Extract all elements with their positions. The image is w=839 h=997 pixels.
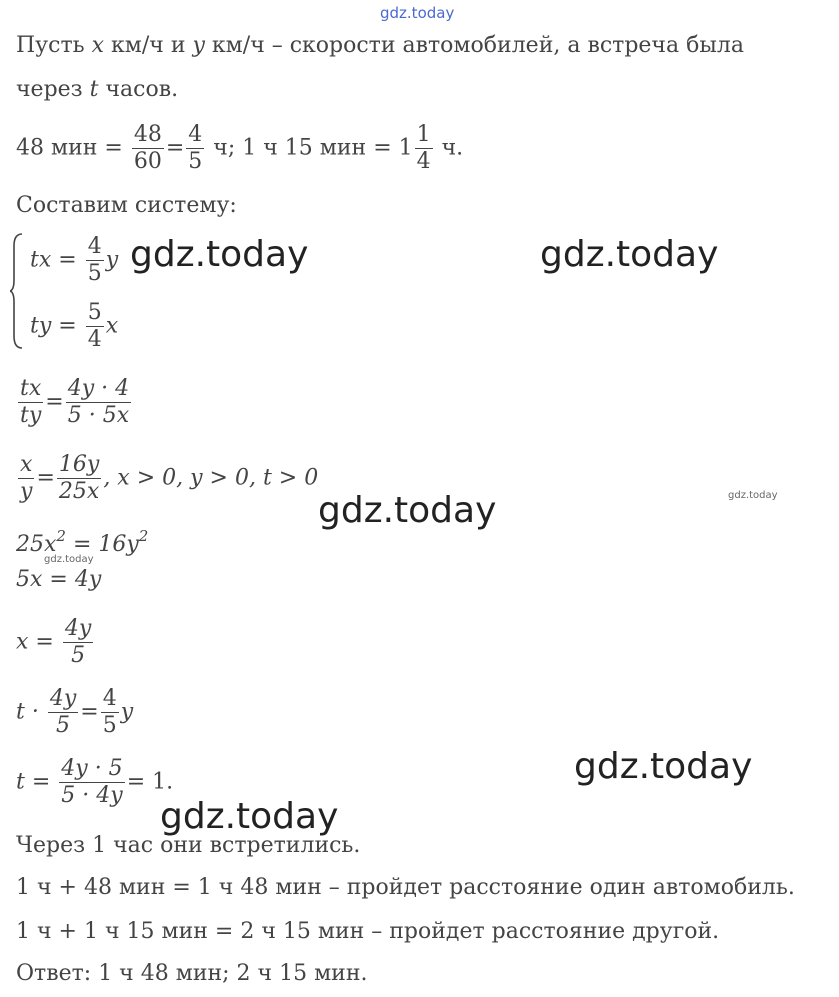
text: x (105, 313, 119, 339)
intro-line-1 (16, 32, 744, 60)
fraction: $\frac{5}{4}$ (87, 300, 102, 352)
system-brace (10, 232, 24, 350)
text: y (120, 699, 134, 725)
text: = 1. (126, 769, 174, 795)
text: ty = (30, 313, 77, 339)
text: = (165, 135, 185, 161)
fraction: $\frac{1}{4}$ (416, 122, 431, 174)
eq-squared: $25x^2 = 16y^2$ (16, 527, 149, 557)
text: ч; 1 ч 15 мин = 1 (206, 135, 413, 161)
watermark: gdz.today (318, 490, 497, 531)
text: x = (16, 629, 54, 655)
watermark: gdz.today (540, 234, 719, 275)
text: = (45, 389, 64, 415)
eq-t2 (16, 756, 173, 809)
text: = (80, 699, 99, 725)
conversion-line (16, 122, 463, 175)
conclusion-line-3: 1 ч + 1 ч 15 мин = 2 ч 15 мин – пройдет расстояние другой. (16, 919, 720, 944)
text: ч. (434, 135, 464, 161)
text: = (36, 465, 55, 491)
text: Пусть (16, 33, 92, 58)
text: часов. (98, 77, 179, 102)
fraction: $\frac{4y \cdot 5}{5 \cdot 4y}$ (61, 756, 123, 808)
eq-t1 (16, 686, 133, 739)
fraction: $\frac{4y}{5}$ (49, 686, 77, 738)
text: y (105, 247, 119, 273)
var-y: y (192, 33, 205, 58)
text: 48 мин = (16, 135, 123, 161)
ratio2-line (16, 452, 318, 505)
text: t = (16, 769, 51, 795)
watermark-small: gdz.today (728, 490, 778, 501)
fraction: $\frac{48}{60}$ (133, 122, 162, 174)
compose-heading: Составим систему: (16, 193, 237, 218)
system-eq-2 (30, 300, 118, 353)
conclusion-line-2: 1 ч + 48 мин = 1 ч 48 мин – пройдет расстояние один автомобиль. (16, 875, 795, 900)
text: t · (16, 699, 39, 725)
var-x: x (91, 33, 105, 58)
intro-line-2 (16, 76, 178, 104)
text: через (16, 77, 90, 102)
eq-x (16, 616, 95, 669)
watermark: gdz.today (130, 234, 309, 275)
watermark-top: gdz.today (380, 4, 455, 22)
watermark: gdz.today (160, 796, 339, 837)
fraction: $\frac{4y \cdot 4}{5 \cdot 5x}$ (67, 376, 130, 428)
watermark: gdz.today (574, 746, 753, 787)
watermark-small: gdz.today (44, 554, 94, 565)
fraction: $\frac{4}{5}$ (102, 686, 117, 738)
conditions: , x > 0, y > 0, t > 0 (103, 465, 319, 491)
system-eq-1 (30, 234, 118, 287)
fraction: $\frac{16y}{25x}$ (58, 452, 100, 504)
text: км/ч и (104, 33, 193, 58)
ratio-line (16, 376, 133, 429)
text: км/ч – скорости автомобилей, а встреча была (204, 33, 744, 58)
fraction: $\frac{tx}{ty}$ (20, 376, 42, 428)
conclusion-line-1: Через 1 час они встретились. (16, 833, 361, 858)
text: tx = (30, 247, 77, 273)
eq-linear: 5x = 4y (16, 567, 102, 592)
fraction: $\frac{4}{5}$ (87, 234, 102, 286)
fraction: $\frac{x}{y}$ (20, 452, 33, 504)
fraction: $\frac{4}{5}$ (188, 122, 203, 174)
fraction: $\frac{4y}{5}$ (64, 616, 92, 668)
answer-line: Ответ: 1 ч 48 мин; 2 ч 15 мин. (16, 961, 368, 986)
var-t: t (89, 77, 99, 102)
